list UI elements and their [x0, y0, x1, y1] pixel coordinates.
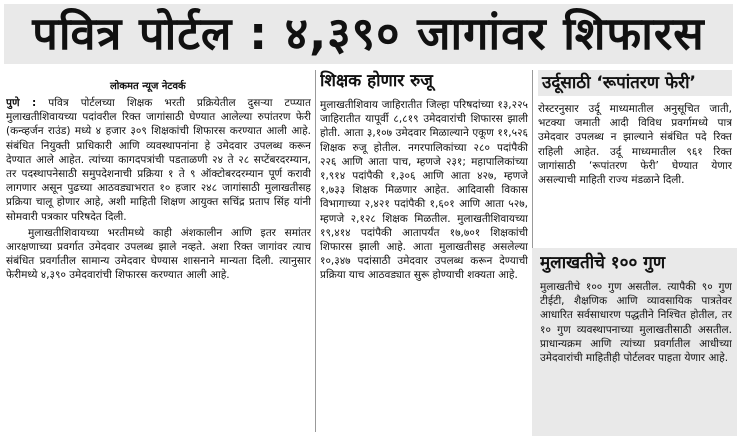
section-body: रोस्टरनुसार उर्दू माध्यमातील अनुसूचित जाती, भटक्या जमाती आदी विविध प्रवर्गामध्ये पात्र उमेदवार उपलब्ध न झाल्याने संबंधित पदे रिक्त राहिली आहेत. उर्दू माध्यमातील ९६१ रिक्त जागांसाठी ‘रूपांतरण फेरी’ घेण्यात येणार असल्याची माहिती राज्य मंडळाने दिली. [538, 103, 732, 187]
section-body: मुलाखतीशिवाय जाहिरातीत जिल्हा परिषदांच्या १३,२२५ जाहिरातीत यापूर्वी ८,८१९ उमेदवारांची शिफारस झाली होती. आता ३,१०७ उमेदवार मिळाल्याने एकूण ११,५२६ शिक्षक रुजू होतील. नगरपालिकांच्या २८० पदांपैकी २२६ आणि आता पाच, म्हणजे २३१; महापालिकांच्या १,९१४ पदांपैकी १,३०६ आणि आता ४२७, म्हणजे १,७३३ शिक्षक मिळणार आहेत. आदिवासी विकास विभागाच्या २,४२१ पदांपैकी १,६०१ आणि आता ५२७, म्हणजे २,१२८ शिक्षक मिळतील. मुलाखतीशिवायच्या १९,४१४ पदांपैकी आतापर्यंत १७,७०१ शिक्षकांची शिफारस झाली आहे. आता मुलाखतीसह असलेल्या १०,३४७ पदांसाठी उमेदवार उपलब्ध करून देण्याची प्रक्रिया याच आठवड्यात सुरू होण्याची शक्यता आहे. [320, 99, 528, 282]
lead-paragraph [6, 96, 311, 224]
column-divider [315, 70, 316, 432]
section-interview-marks [540, 252, 732, 432]
section-heading: मुलाखतीचे १०० गुण [540, 253, 666, 273]
dateline: पुणे : [6, 97, 37, 109]
section-heading: शिक्षक होणार रुजू [320, 71, 433, 91]
headline: पवित्र पोर्टल : ४,३९० जागांवर शिफारस [4, 4, 733, 64]
byline: लोकमत न्यूज नेटवर्क [110, 81, 186, 92]
section-body: मुलाखतीचे १०० गुण असतील. त्यापैकी ९० गुण टीईटी, शैक्षणिक आणि व्यावसायिक पात्रतेवर आधारित सर्वसाधारण पद्धतीने निश्चित होतील, तर १० गुण व्यवस्थापनाच्या मुलाखतीसाठी असतील. प्राधान्यक्रम आणि त्यांच्या प्रवर्गातील आधीच्या उमेदवारांची माहितीही पोर्टलवर पाहता येणार आहे. [540, 281, 732, 365]
main-article [6, 96, 311, 432]
section-heading: उर्दूसाठी ‘रूपांतरण फेरी’ [538, 70, 732, 96]
section-teachers-join [320, 70, 528, 432]
lead-text: पवित्र पोर्टलच्या शिक्षक भरती प्रक्रियेतील दुसऱ्या टप्प्यात मुलाखतीशिवायच्या पदांवरील रिक्त जागांसाठी घेण्यात आलेल्या रुपांतरण फेरी (कन्व्हर्जन राउंड) मध्ये ४ हजार ३०९ शिक्षकांची शिफारस करण्यात आली आहे. संबंधित नियुक्ती प्राधिकारी आणि व्यवस्थापनांना हे उमेदवार उपलब्ध करून देण्यात आले आहेत. त्यांच्या कागदपत्रांची पडताळणी २४ ते २८ सप्टेंबरदरम्यान, तर पदस्थापनेसाठी समुपदेशनाची प्रक्रिया १ ते ९ ऑक्टोबरदरम्यान पूर्ण करावी लागणार असून पुढच्या आठवड्याभरात १० हजार २४८ जागांसाठी मुलाखतीसह प्रक्रिया चालू होणार आहे, अशी माहिती शिक्षण आयुक्त सचिंद्र प्रताप सिंह यांनी सोमवारी पत्रकार परिषदेत दिली. [6, 97, 311, 223]
second-paragraph: मुलाखतीशिवायच्या भरतीमध्ये काही अंशकालीन आणि इतर समांतर आरक्षणाच्या प्रवर्गात उमेदवार उपलब्ध झाले नव्हते. अशा रिक्त जागांवर त्याच संबंधित प्रवर्गातील सामान्य उमेदवार घेण्यास शासनाने मान्यता दिली. त्यानुसार फेरीमध्ये ४,३९० उमेदवारांची शिफारस करण्यात आली आहे. [6, 226, 311, 282]
